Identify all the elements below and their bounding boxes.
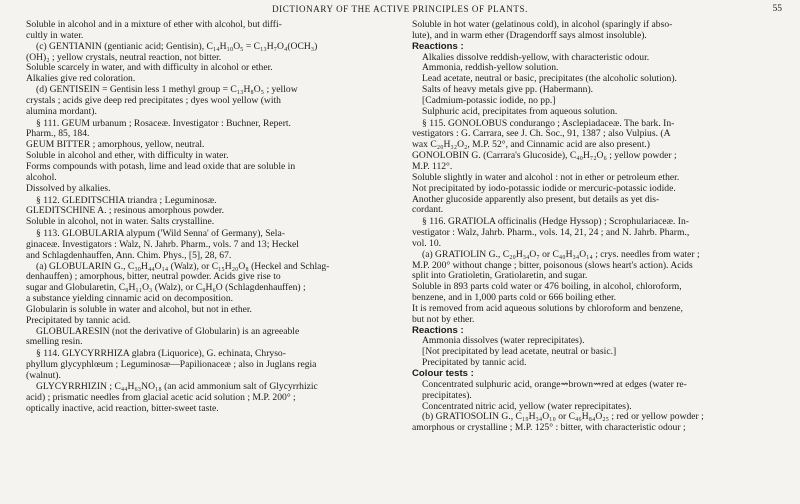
- text-line: GONOLOBIN G. (Carrara's Glucoside), C₄₀H₇₂O₆ ; yellow powder ;: [412, 150, 677, 162]
- text-line: alcohol.: [26, 171, 57, 183]
- text-line: smelling resin.: [26, 336, 83, 348]
- text-line: [Cadmium-potassic iodide, no pp.]: [422, 94, 556, 106]
- text-line: alumina mordant).: [26, 105, 97, 117]
- text-line: Salts of heavy metals give pp. (Habermann).: [422, 84, 594, 96]
- text-line: amorphous or crystalline ; M.P. 125° : bitter, with characteristic odour ;: [412, 422, 686, 434]
- text-line: Alkalies dissolve reddish-yellow, with characteristic odour.: [422, 51, 650, 63]
- section-heading: § 112. GLEDITSCHIA triandra ; Leguminosæ.: [36, 194, 217, 206]
- text-line: (a) GLOBULARIN G., C₃₀H₄₄O₁₄ (Walz), or C₁₅H₂₀O₈ (Heckel and Schlag-: [36, 260, 330, 272]
- text-line: acid) ; prismatic needles from glacial acetic acid solution ; M.P. 200° ;: [26, 391, 296, 403]
- text-line: phyllum glycyphlœum ; Leguminosæ—Papilionaceæ ; also in Juglans regia: [26, 359, 317, 371]
- text-line: Precipitated by tannic acid.: [26, 314, 131, 326]
- text-line: Ammonia dissolves (water reprecipitates).: [422, 335, 585, 347]
- text-line: [Not precipitated by lead acetate, neutral or basic.]: [422, 346, 617, 358]
- text-line: vol. 10.: [412, 237, 442, 249]
- subheading: Reactions :: [412, 324, 464, 336]
- text-line: Soluble scarcely in water, and with difficulty in alcohol or ether.: [26, 62, 273, 74]
- text-line: Soluble in alcohol and ether, with difficulty in water.: [26, 150, 229, 162]
- text-line: (a) GRATIOLIN G., C₂₀H₃₄O₇ or C₄₀H₃₄O₁₄ ; crys. needles from water ;: [422, 248, 700, 260]
- text-line: Soluble in alcohol and in a mixture of ether with alcohol, but diffi-: [26, 20, 282, 30]
- section-heading: § 113. GLOBULARIA alypum ('Wild Senna' of Germany), Sela-: [36, 228, 285, 240]
- text-line: a substance yielding cinnamic acid on decomposition.: [26, 293, 234, 305]
- text-line: Lead acetate, neutral or basic, precipitates (the alcoholic solution).: [422, 73, 677, 85]
- text-line: GEUM BITTER ; amorphous, yellow, neutral.: [26, 139, 205, 151]
- subheading: Reactions :: [412, 40, 464, 52]
- text-line: Dissolved by alkalies.: [26, 182, 111, 194]
- right-column: [412, 20, 784, 500]
- text-line: ginaceæ. Investigators : Walz, N. Jahrb. Pharm., vols. 7 and 13; Heckel: [26, 238, 299, 250]
- text-line: Soluble in 893 parts cold water or 476 boiling, in alcohol, chloroform,: [412, 281, 682, 293]
- text-line: Ammonia, reddish-yellow solution.: [422, 62, 559, 74]
- text-line: Not precipitated by iodo-potassic iodide or mercuric-potassic iodide.: [412, 182, 676, 194]
- text-line: It is removed from acid aqueous solutions by chloroform and benzene,: [412, 302, 683, 314]
- text-line: precipitates).: [422, 389, 472, 401]
- text-line: M.P. 112°.: [412, 160, 453, 172]
- text-line: but not by ether.: [412, 313, 475, 325]
- text-line: optically inactive, acid reaction, bitter-sweet taste.: [26, 402, 219, 414]
- text-line: sugar and Globularetin, C₉H₁₁O₃ (Walz), or C₉H₆O (Schlagdenhauffen) ;: [26, 282, 306, 294]
- section-heading: § 111. GEUM urbanum ; Rosaceæ. Investigator : Buchner, Repert.: [36, 117, 291, 129]
- text-line: (c) GENTIANIN (gentianic acid; Gentisin), C₁₄H₁₀O₅ = C₁₃H₇O₄(OCH₃): [36, 40, 318, 52]
- subheading: Colour tests :: [412, 368, 474, 379]
- text-line: (b) GRATIOSOLIN G., C₁₉H₃₄O₁₀ or C₄₆H₈₄O₂₅ ; red or yellow powder ;: [422, 411, 704, 423]
- text-line: Alkalies give red coloration.: [26, 73, 136, 85]
- text-line: Soluble in hot water (gelatinous cold), in alcohol (sparingly if abso-: [412, 20, 673, 30]
- section-heading: § 114. GLYCYRRHIZA glabra (Liquorice), G. echinata, Chryso-: [36, 348, 286, 360]
- text-line: benzene, and in 1,000 parts cold or 666 boiling ether.: [412, 292, 617, 304]
- running-title: DICTIONARY OF THE ACTIVE PRINCIPLES OF PLANTS.: [272, 4, 528, 14]
- page-header: [0, 4, 800, 18]
- text-line: (walnut).: [26, 370, 61, 381]
- page-number: 55: [772, 4, 782, 14]
- text-line: Forms compounds with potash, lime and lead oxide that are soluble in: [26, 160, 296, 172]
- text-line: Soluble slightly in water and alcohol : not in ether or petroleum ether.: [412, 171, 680, 183]
- text-line: Pharm., 85, 184.: [26, 128, 90, 140]
- text-line: split into Gratioletin, Gratiolaretin, and sugar.: [412, 270, 588, 282]
- text-line: wax C₂₀H₃₂O₂, M.P. 52°, and Cinnamic acid are also present.): [412, 139, 650, 151]
- section-heading: § 115. GONOLOBUS condurango ; Asclepiadaceæ. The bark. In-: [422, 117, 675, 129]
- text-line: (OH)₂ ; yellow crystals, neutral reaction, not bitter.: [26, 51, 222, 63]
- text-line: cordant.: [412, 204, 444, 216]
- text-line: vestigators : G. Carrara, see J. Ch. Soc., 91, 1387 ; also Vulpius. (A: [412, 128, 671, 140]
- text-line: GLOBULARESIN (not the derivative of Globularin) is an agreeable: [36, 325, 300, 337]
- text-line: Sulphuric acid, precipitates from aqueous solution.: [422, 105, 618, 117]
- text-line: M.P. 200° without change ; bitter, poisonous (slows heart's action). Acids: [412, 259, 693, 271]
- text-line: Precipitated by tannic acid.: [422, 357, 527, 369]
- text-line: and Schlagdenhauffen, Ann. Chim. Phys., [5], 28, 67.: [26, 249, 232, 261]
- text-line: denhauffen) ; amorphous, bitter, neutral powder. Acids give rise to: [26, 271, 281, 283]
- text-line: GLEDITSCHINE A. ; resinous amorphous powder.: [26, 205, 224, 217]
- left-column: [26, 20, 398, 500]
- text-line: Concentrated sulphuric acid, orange⇝brown⇝red at edges (water re-: [422, 378, 687, 390]
- text-line: (d) GENTISEIN = Gentisin less 1 methyl group = C₁₃H₈O₅ ; yellow: [36, 84, 298, 96]
- section-heading: § 116. GRATIOLA officinalis (Hedge Hyssop) ; Scrophulariaceæ. In-: [422, 216, 689, 228]
- text-line: Soluble in alcohol, not in water. Salts crystalline.: [26, 216, 215, 228]
- text-line: cultly in water.: [26, 29, 84, 41]
- text-line: GLYCYRRHIZIN ; C₄₄H₆₃NO₁₈ (an acid ammonium salt of Glycyrrhizic: [36, 380, 318, 392]
- text-line: Another glucoside apparently also present, but details as yet dis-: [412, 193, 660, 205]
- text-line: vestigator : Walz, Jahrb. Pharm., vols. 14, 21, 24 ; and N. Jahrb. Pharm.,: [412, 227, 690, 239]
- text-line: lute), and in warm ether (Dragendorff says almost insoluble).: [412, 29, 647, 41]
- text-line: crystals ; acids give deep red precipitates ; dyes wool yellow (with: [26, 94, 281, 106]
- text-line: Concentrated nitric acid, yellow (water reprecipitates).: [422, 400, 632, 412]
- text-line: Globularin is soluble in water and alcohol, but not in ether.: [26, 303, 252, 315]
